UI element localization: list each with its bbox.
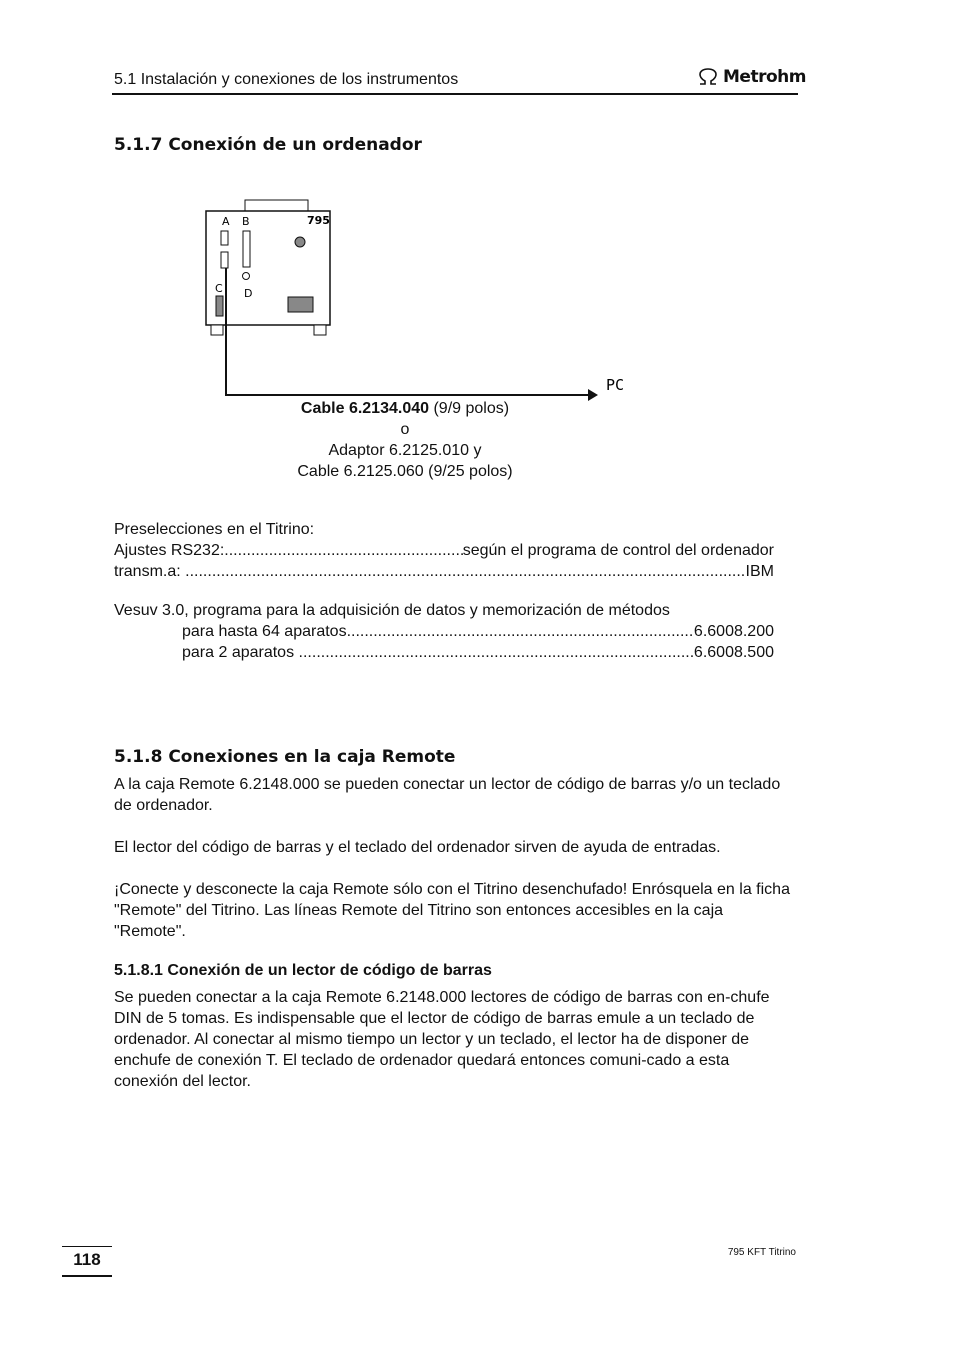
preset-row: Ajustes RS232: ..... según el programa de control del ordenador (114, 540, 774, 561)
presets-title: Preselecciones en el Titrino: (114, 521, 315, 538)
vesuv-intro: Vesuv 3.0, programa para la adquisición de datos y memorización de métodos (114, 602, 670, 619)
instrument-foot-right (314, 325, 326, 335)
preset-row: transm.a: ..... IBM (114, 561, 774, 582)
label-b: B (242, 215, 250, 228)
caption-line4: Cable 6.2125.060 (9/25 polos) (297, 463, 513, 480)
cable-caption (225, 398, 585, 482)
vesuv-block (114, 600, 774, 663)
port-d (243, 273, 250, 280)
port-b (243, 231, 250, 267)
display-panel (288, 297, 313, 312)
label-pc: PC (606, 376, 625, 394)
label-d: D (244, 287, 253, 300)
label-a: A (222, 215, 230, 228)
presets-block (114, 519, 774, 582)
connection-diagram (195, 195, 635, 405)
section-heading-518: 5.1.8 Conexiones en la caja Remote (114, 747, 456, 767)
port-c (216, 296, 223, 316)
brand-logo (697, 67, 806, 87)
knob (295, 237, 305, 247)
instrument-top-tab (245, 200, 308, 211)
brand-name: Metrohm (723, 67, 806, 87)
label-model: 795 (307, 214, 330, 227)
section-heading-5181: 5.1.8.1 Conexión de un lector de código de barras (114, 962, 492, 979)
caption-line1: Cable 6.2134.040 (9/9 polos) (300, 400, 510, 417)
paragraph-remote-2: El lector del código de barras y el teclado del ordenador sirven de ayuda de entradas. (114, 839, 721, 856)
section-heading-517: 5.1.7 Conexión de un ordenador (114, 135, 422, 155)
paragraph-barcode: Se pueden conectar a la caja Remote 6.2148.000 lectores de código de barras con en-chufe DIN de 5 tomas. Es indispensable que el lector de código de barras emule a un teclado de ordenador. Al conectar al mismo tiempo un lector y un teclado, el lector ha de disponer de enchufe de conexión T. El teclado de ordenador quedará entonces comuni-cado a esta conexión del lector. (114, 989, 770, 1090)
port-a-lower (221, 252, 228, 268)
vesuv-row: para hasta 64 aparatos ..... 6.6008.200 (182, 621, 774, 642)
label-c: C (215, 282, 223, 295)
caption-line2: o (400, 421, 410, 438)
omega-icon (697, 68, 719, 86)
instrument-foot-left (211, 325, 223, 335)
vesuv-row: para 2 aparatos ..... 6.6008.500 (182, 642, 774, 663)
caption-line3: Adaptor 6.2125.010 y (328, 442, 482, 459)
page-number: 118 (73, 1250, 101, 1269)
paragraph-remote-3: ¡Conecte y desconecte la caja Remote sólo con el Titrino desenchufado! Enrósquela en la ficha "Remote" del Titrino. Las líneas Remote del Titrino son entonces accesibles en la caja "Remote". (114, 881, 790, 940)
paragraph-remote-1: A la caja Remote 6.2148.000 se pueden conectar un lector de código de barras y/o un teclado de ordenador. (114, 776, 781, 814)
footer-product: 795 KFT Titrino (727, 1247, 796, 1258)
running-header: 5.1 Instalación y conexiones de los instrumentos (114, 71, 459, 88)
port-a-upper (221, 231, 228, 245)
header-rule (112, 93, 798, 95)
arrow-head-icon (588, 389, 598, 401)
